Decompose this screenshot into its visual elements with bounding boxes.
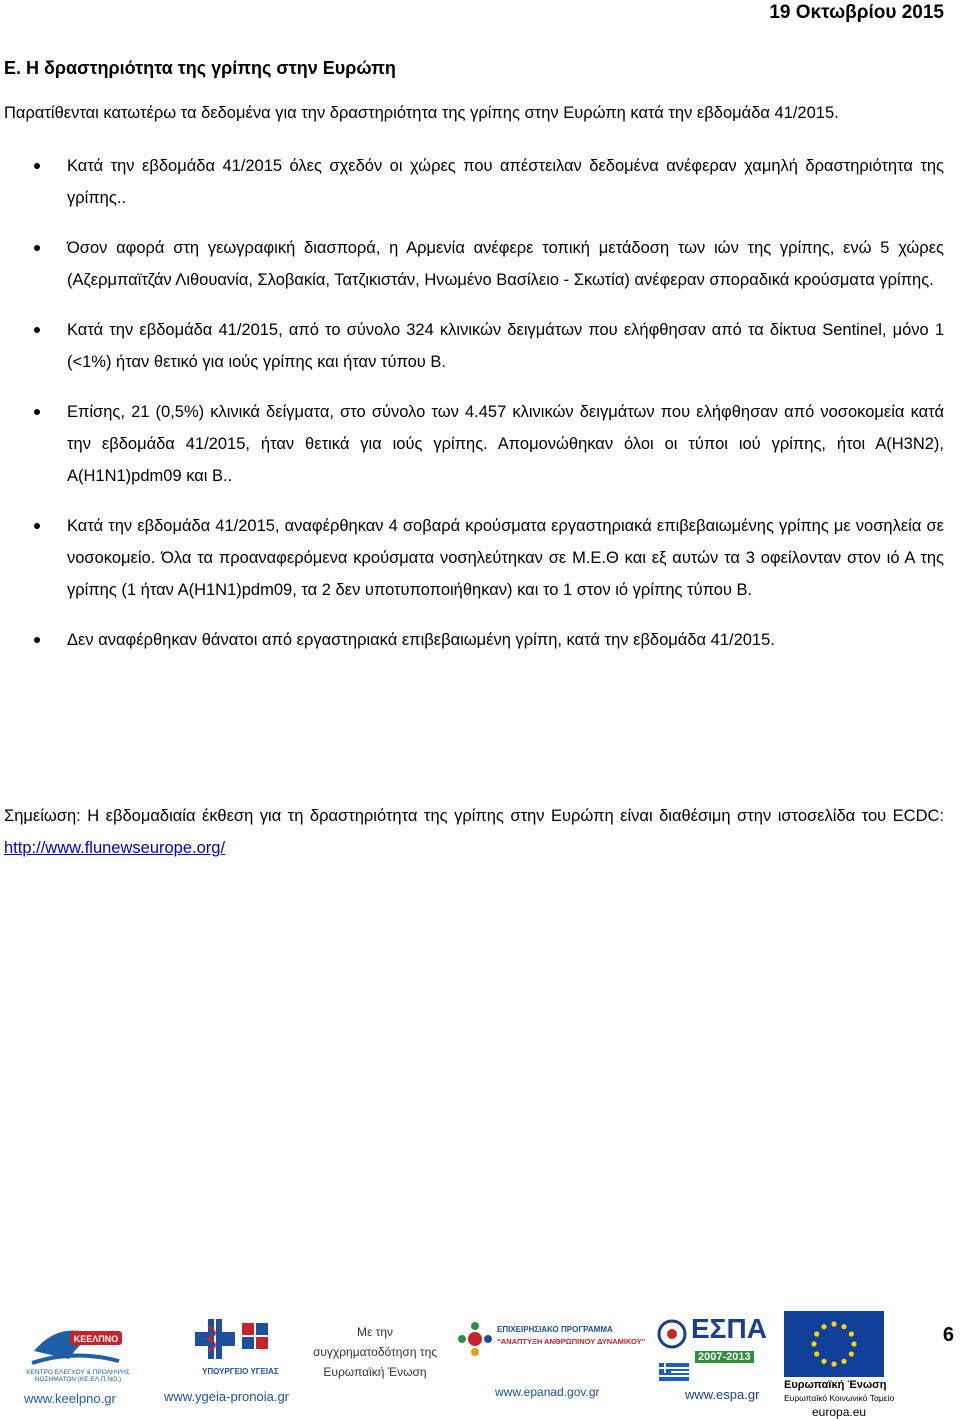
espa-years: 2007-2013 xyxy=(695,1351,754,1363)
bullet-sentinel-samples: Κατά την εβδομάδα 41/2015, από το σύνολο 324 κλινικών δειγμάτων που ελήφθησαν από τα δίκτυα Sentinel, μόνο 1 (<1%) ήταν θετικό για ιούς γρίπης και ήταν τύπου Β. xyxy=(0,314,960,378)
keelpno-url: www.keelpno.gr xyxy=(24,1391,116,1406)
eu-star-icon xyxy=(831,1361,836,1366)
espa-title: ΕΣΠΑ xyxy=(691,1313,767,1344)
eu-star-icon xyxy=(814,1331,819,1336)
eu-star-icon xyxy=(849,1331,854,1336)
slogan-line3: Ευρωπαϊκή Ένωση xyxy=(323,1365,427,1379)
eu-flag-icon xyxy=(784,1311,884,1377)
bullet-hospital-samples: Επίσης, 21 (0,5%) κλινικά δείγματα, στο σύνολο των 4.457 κλινικών δειγμάτων που ελήφθησαν από νοσοκομεία κατά την εβδομάδα 41/2015, ήταν θετικά για ιούς γρίπης. Απομονώθηκαν όλοι οι τύποι ιού γρίπης, ήτοι Α(Η3Ν2), Α(Η1Ν1)pdm09 και Β.. xyxy=(0,396,960,492)
ministry-url: www.ygeia-pronoia.gr xyxy=(164,1389,290,1404)
bullet-geographic-spread: Όσον αφορά στη γεωγραφική διασπορά, η Αρμενία ανέφερε τοπική μετάδοση των ιών της γρίπης, ενώ 5 χώρες (Αζερμπαϊτζάν Λιθουανία, Σλοβακία, Τατζικιστάν, Ηνωμένο Βασίλειο - Σκωτία) ανέφεραν σποραδικά κρούσματα γρίπης. xyxy=(0,232,960,296)
eu-star-icon xyxy=(821,1359,826,1364)
section-intro: Παρατίθενται κατωτέρω τα δεδομένα για την δραστηριότητα της γρίπης στην Ευρώπη κατά την εβδομάδα 41/2015. xyxy=(4,104,839,122)
keelpno-logo xyxy=(14,1313,139,1409)
espa-url: www.espa.gr xyxy=(685,1387,760,1402)
eu-star-icon xyxy=(841,1359,846,1364)
eu-star-icon xyxy=(831,1321,836,1326)
ministry-cross-icon xyxy=(160,1313,310,1371)
programme-url: www.epanad.gov.gr xyxy=(495,1385,600,1399)
operational-programme-logo xyxy=(455,1319,646,1409)
bullet-list xyxy=(0,150,960,674)
eu-star-icon xyxy=(841,1324,846,1329)
eu-title: Ευρωπαϊκή Ένωση xyxy=(784,1379,887,1391)
espa-emblem-icon xyxy=(657,1317,687,1351)
eu-star-icon xyxy=(821,1324,826,1329)
eu-star-icon xyxy=(851,1341,856,1346)
eu-star-icon xyxy=(814,1351,819,1356)
keelpno-caption: ΚΕΝΤΡΟ ΕΛΕΓΧΟΥ & ΠΡΟΛΗΨΗΣ ΝΟΣΗΜΑΤΩΝ (ΚΕ.ΕΛ.Π.ΝΟ.) xyxy=(26,1369,130,1383)
eu-star-icon xyxy=(811,1341,816,1346)
bullet-weekly-activity: Κατά την εβδομάδα 41/2015 όλες σχεδόν οι χώρες που απέστειλαν δεδομένα ανέφεραν χαμηλή δραστηριότητα της γρίπης.. xyxy=(0,150,960,214)
ministry-caption: ΥΠΟΥΡΓΕΙΟ ΥΓΕΙΑΣ xyxy=(202,1367,279,1376)
section-title: Ε. Η δραστηριότητα της γρίπης στην Ευρώπη xyxy=(4,58,396,78)
programme-line2: “ΑΝΑΠΤΥΞΗ ΑΝΘΡΩΠΙΝΟΥ ΔΥΝΑΜΙΚΟΥ” xyxy=(497,1337,646,1346)
programme-line1: ΕΠΙΧΕΙΡΗΣΙΑΚΟ ΠΡΟΓΡΑΜΜΑ xyxy=(497,1325,613,1334)
keelpno-badge-text: ΚΕΕΛΠΝΟ xyxy=(73,1334,119,1344)
report-date: 19 Οκτωβρίου 2015 xyxy=(769,2,944,23)
programme-emblem-icon xyxy=(455,1319,495,1359)
ministry-logo xyxy=(160,1313,310,1409)
slogan-line1: Με την xyxy=(356,1325,394,1339)
note-paragraph xyxy=(4,800,944,864)
espa-logo xyxy=(655,1313,770,1409)
eu-subtitle: Ευρωπαϊκό Κοινωνικό Ταμείο xyxy=(784,1393,895,1403)
flunewseurope-link[interactable]: http://www.flunewseurope.org/ xyxy=(4,839,226,857)
bullet-severe-cases: Κατά την εβδομάδα 41/2015, αναφέρθηκαν 4 σοβαρά κρούσματα εργαστηριακά επιβεβαιωμένης γρίπης με νοσηλεία σε νοσοκομείο. Όλα τα προαναφερόμενα κρούσματα νοσηλεύτηκαν σε Μ.Ε.Θ και εξ αυτών τα 3 οφείλονταν στον ιό Α της γρίπης (1 ήταν Α(Η1Ν1)pdm09, τα 2 δεν υποτυποποιήθηκαν) και το 1 στον ιό γρίπης τύπου Β. xyxy=(0,510,960,606)
eu-logo xyxy=(782,1311,917,1419)
note-text: Σημείωση: Η εβδομαδιαία έκθεση για τη δραστηριότητα της γρίπης στην Ευρώπη είναι διαθέσιμη στην ιστοσελίδα του ECDC: xyxy=(4,807,944,825)
eu-cofinancing-slogan xyxy=(305,1325,445,1405)
greek-flag-icon xyxy=(659,1363,689,1381)
slogan-line2: συγχρηματοδότηση της xyxy=(312,1345,438,1359)
eu-star-icon xyxy=(849,1351,854,1356)
bullet-deaths: Δεν αναφέρθηκαν θάνατοι από εργαστηριακά επιβεβαιωμένη γρίπη, κατά την εβδομάδα 41/2015. xyxy=(0,624,960,656)
eu-url: europa.eu xyxy=(812,1405,867,1419)
page-number: 6 xyxy=(942,1324,954,1346)
footer-logos xyxy=(0,1305,960,1419)
keelpno-emblem-icon xyxy=(14,1313,139,1373)
